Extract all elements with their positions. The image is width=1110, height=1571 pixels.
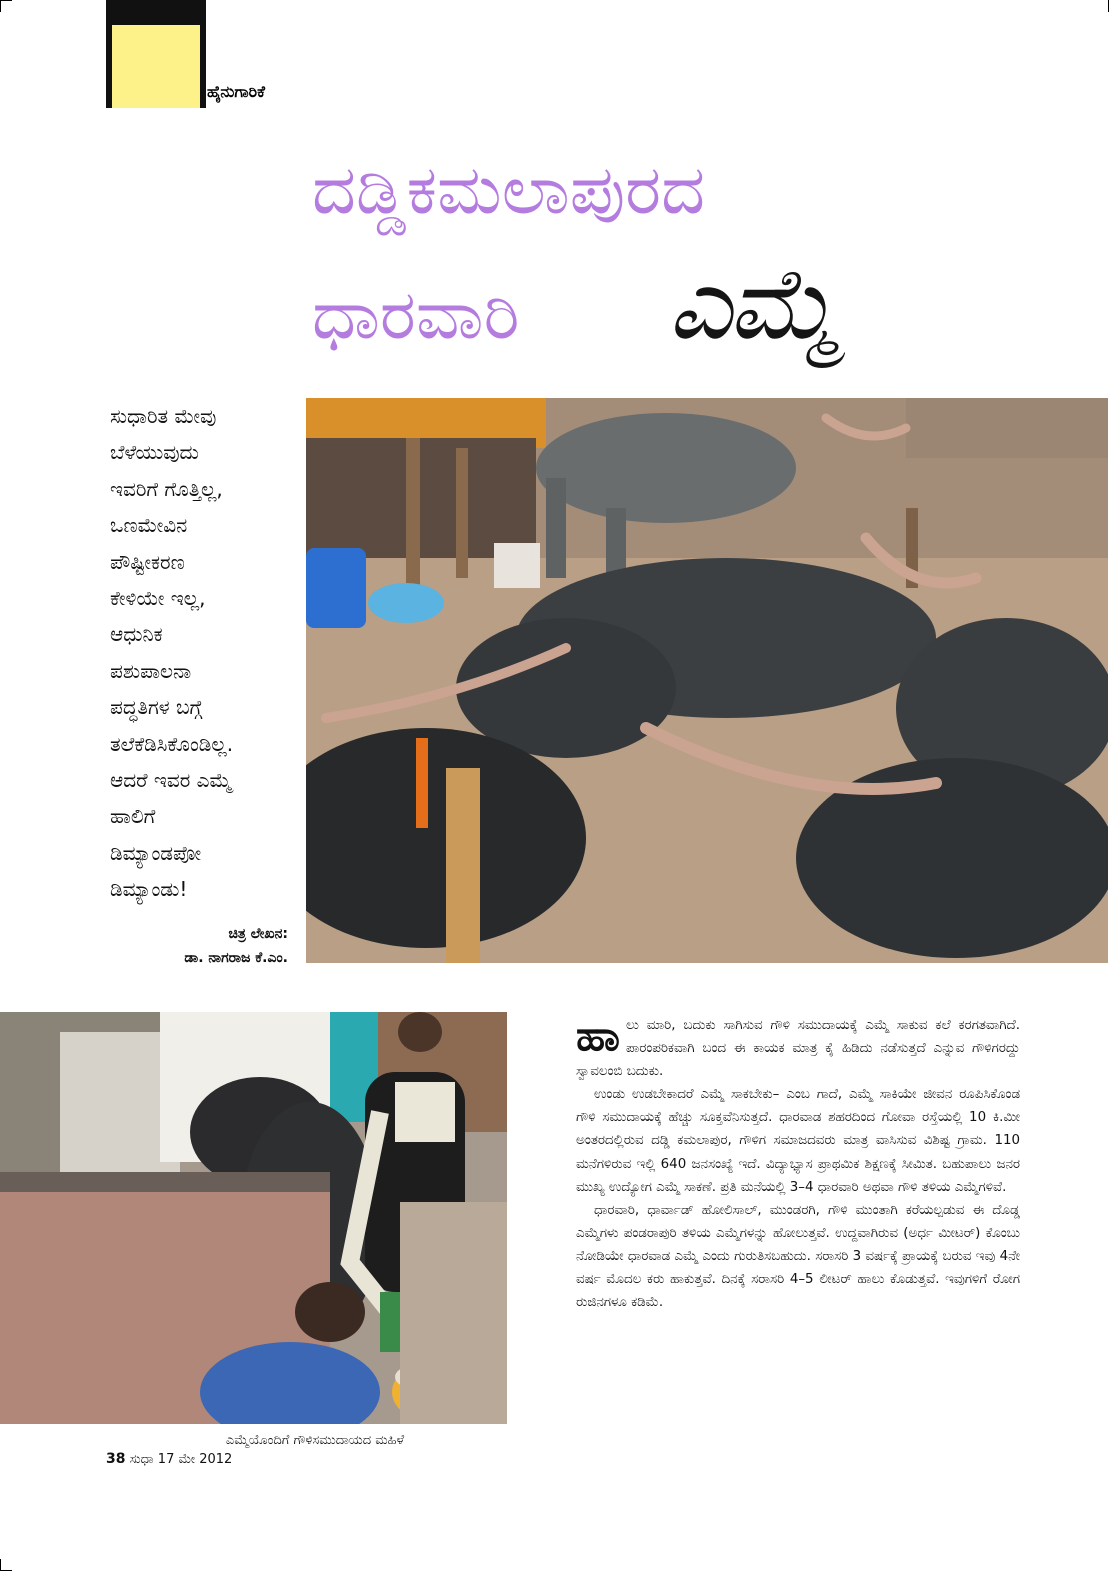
paragraph-text: ಲು ಮಾರಿ, ಬದುಕು ಸಾಗಿಸುವ ಗೌಳಿ ಸಮುದಾಯಕ್ಕೆ ಎಮ್ಮೆ ಸಾಕುವ ಕಲೆ ಕರಗತವಾಗಿದೆ. ಪಾರಂಪರಿಕವಾಗಿ ಬಂದ ಈ ಕಾಯಕ ಮಾತ್ರ ಕೈ ಹಿಡಿದು ನಡೆಸುತ್ತದೆ ಎನ್ನುವ ಗೌಳಿಗರದ್ದು ಸ್ವಾವಲಂಬಿ ಬದುಕು. — [576, 1018, 1020, 1080]
pull-quote-line: ಪಶುಪಾಲನಾ — [110, 658, 192, 683]
pull-quote-line: ತಲೆಕೆಡಿಸಿಕೊಂಡಿಲ್ಲ. — [110, 731, 234, 756]
title-line-2: ಧಾರವಾರಿ — [312, 276, 520, 355]
article-paragraph: ಉಂಡು ಉಡಬೇಕಾದರೆ ಎಮ್ಮೆ ಸಾಕಬೇಕು– ಎಂಬ ಗಾದೆ, ಎಮ್ಮೆ ಸಾಕಿಯೇ ಜೀವನ ರೂಪಿಸಿಕೊಂಡ ಗೌಳಿ ಸಮುದಾಯಕ್ಕೆ ಹೆಚ್ಚು ಸೂಕ್ತವೆನಿಸುತ್ತದೆ. ಧಾರವಾಡ ಶಹರದಿಂದ ಗೋವಾ ರಸ್ತೆಯಲ್ಲಿ 10 ಕಿ.ಮೀ ಅಂತರದಲ್ಲಿರುವ ದಡ್ಡಿ ಕಮಲಾಪುರ, ಗೌಳಿಗ ಸಮಾಜದವರು ಮಾತ್ರ ವಾಸಿಸುವ ವಿಶಿಷ್ಟ ಗ್ರಾಮ. 110 ಮನೆಗಳಿರುವ ಇಲ್ಲಿ 640 ಜನಸಂಖ್ಯೆ ಇದೆ. ವಿದ್ಯಾಭ್ಯಾಸ ಪ್ರಾಥಮಿಕ ಶಿಕ್ಷಣಕ್ಕೆ ಸೀಮಿತ. ಬಹುಪಾಲು ಜನರ ಮುಖ್ಯ ಉದ್ಯೋಗ ಎಮ್ಮೆ ಸಾಕಣೆ. ಪ್ರತಿ ಮನೆಯಲ್ಲಿ 3–4 ಧಾರವಾರಿ ಅಥವಾ ಗೌಳಿ ತಳಿಯ ಎಮ್ಮೆಗಳಿವೆ. — [576, 1087, 1020, 1195]
drop-cap: ಹಾ — [576, 1011, 620, 1060]
pull-quote-line: ಇವರಿಗೆ ಗೊತ್ತಿಲ್ಲ, — [110, 476, 223, 501]
article-body — [576, 1011, 1020, 1314]
pull-quote — [110, 398, 300, 908]
pull-quote-line: ಪದ್ಧತಿಗಳ ಬಗ್ಗೆ — [110, 695, 203, 720]
pull-quote-line: ಬೆಳೆಯುವುದು — [110, 440, 199, 465]
credit-author: ಡಾ. ನಾಗರಾಜ ಕೆ.ಎಂ. — [184, 950, 288, 966]
pull-quote-line: ಆದರೆ ಇವರ ಎಮ್ಮೆ — [110, 768, 233, 793]
pull-quote-line: ಡಿಮ್ಯಾಂಡಪೋ — [110, 840, 202, 865]
photo-credit — [184, 922, 288, 970]
section-tab-highlight — [112, 25, 200, 108]
magazine-name: ಸುಧಾ — [129, 1452, 154, 1467]
photo-caption: ಎಮ್ಮೆಯೊಂದಿಗೆ ಗೌಳಿಸಮುದಾಯದ ಮಹಿಳೆ — [225, 1433, 405, 1448]
section-label: ಹೈನುಗಾರಿಕೆ — [207, 82, 265, 101]
pull-quote-line: ಡಿಮ್ಯಾಂಡು! — [110, 877, 188, 902]
pull-quote-line: ಸುಧಾರಿತ ಮೇವು — [110, 404, 217, 428]
crop-mark — [1108, 0, 1109, 12]
pull-quote-line: ಹಾಲಿಗೆ — [110, 804, 156, 829]
pull-quote-line: ಪೌಷ್ಟೀಕರಣ — [110, 549, 185, 574]
page-footer — [106, 1451, 232, 1467]
title-line-1: ದಡ್ಡಿಕಮಲಾಪುರದ — [312, 151, 706, 230]
pull-quote-line: ಕೇಳಿಯೇ ಇಲ್ಲ, — [110, 586, 206, 611]
article-paragraph — [576, 1011, 1020, 1083]
title-script-word: ಎಮ್ಮೆ — [668, 245, 837, 362]
credit-label: ಚಿತ್ರ ಲೇಖನ: — [228, 926, 288, 942]
woman-with-buffalo-photo — [0, 1012, 507, 1424]
article-paragraph: ಧಾರವಾರಿ, ಧಾರ್ವಾಡ್ ಹೋಲಿಸಾಲ್, ಮುಂಡರಗಿ, ಗೌಳಿ ಮುಂತಾಗಿ ಕರೆಯಲ್ಪಡುವ ಈ ದೊಡ್ಡ ಎಮ್ಮೆಗಳು ಪಂಡರಾಪುರಿ ತಳಿಯ ಎಮ್ಮೆಗಳನ್ನು ಹೋಲುತ್ತವೆ. ಉದ್ದವಾಗಿರುವ (ಅರ್ಧ ಮೀಟರ್) ಕೊಂಬು ನೋಡಿಯೇ ಧಾರವಾಡ ಎಮ್ಮೆ ಎಂದು ಗುರುತಿಸಬಹುದು. ಸರಾಸರಿ 3 ವರ್ಷಕ್ಕೆ ಪ್ರಾಯಕ್ಕೆ ಬರುವ ಇವು 4ನೇ ವರ್ಷ ಮೊದಲ ಕರು ಹಾಕುತ್ತವೆ. ದಿನಕ್ಕೆ ಸರಾಸರಿ 4–5 ಲೀಟರ್ ಹಾಲು ಕೊಡುತ್ತವೆ. ಇವುಗಳಿಗೆ ರೋಗ ರುಜಿನಗಳೂ ಕಡಿಮೆ. — [576, 1202, 1020, 1311]
page-number: 38 — [106, 1451, 126, 1467]
pull-quote-line: ಆಧುನಿಕ — [110, 622, 163, 647]
buffalo-herd-photo — [306, 398, 1108, 963]
issue-date: 17 ಮೇ 2012 — [157, 1452, 233, 1467]
crop-mark — [0, 0, 1, 12]
crop-mark — [0, 0, 12, 1]
pull-quote-line: ಒಣಮೇವಿನ — [110, 513, 188, 538]
